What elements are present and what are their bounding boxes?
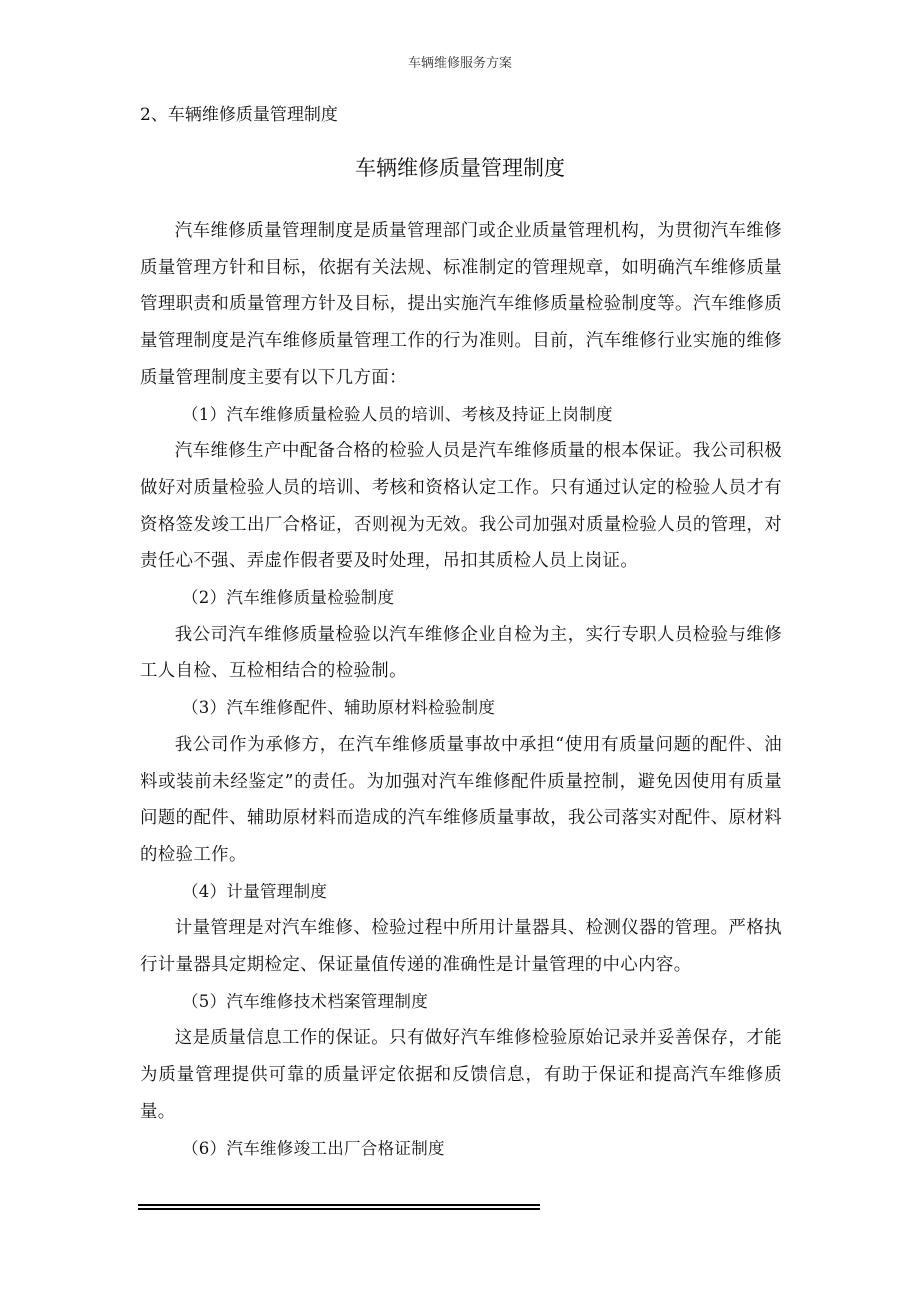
item-heading-6: （6）汽车维修竣工出厂合格证制度 — [182, 1138, 445, 1158]
section-heading: 2、车辆维修质量管理制度 — [140, 105, 338, 125]
footer-divider — [138, 1204, 540, 1210]
intro-paragraph: 汽车维修质量管理制度是质量管理部门或企业质量管理机构，为贯彻汽车维修质量管理方针和目标，依据有关法规、标准制定的管理规章，如明确汽车维修质量管理职责和质量管理方针及目标，提出实施汽车维修质量检验制度等。汽车维修质量管理制度是汽车维修质量管理工作的行为准则。目前，汽车维修行业实施的维修质量管理制度主要有以下几方面： — [140, 221, 782, 388]
item-text-2: 我公司汽车维修质量检验以汽车维修企业自检为主，实行专职人员检验与维修工人自检、互检相结合的检验制。 — [140, 624, 782, 682]
item-heading-5: （5）汽车维修技术档案管理制度 — [182, 991, 428, 1011]
running-header: 车辆维修服务方案 — [407, 56, 512, 71]
item-text-5: 这是质量信息工作的保证。只有做好汽车维修检验原始记录并妥善保存，才能为质量管理提供可靠的质量评定依据和反馈信息，有助于保证和提高汽车维修质量。 — [140, 1028, 782, 1122]
document-title: 车辆维修质量管理制度 — [355, 156, 565, 180]
item-heading-2: （2）汽车维修质量检验制度 — [182, 588, 395, 608]
item-text-4: 计量管理是对汽车维修、检验过程中所用计量器具、检测仪器的管理。严格执行计量器具定期检定、保证量值传递的准确性是计量管理的中心内容。 — [140, 918, 782, 976]
item-heading-3: （3）汽车维修配件、辅助原材料检验制度 — [182, 698, 496, 718]
item-heading-1: （1）汽车维修质量检验人员的培训、考核及持证上岗制度 — [182, 404, 613, 424]
item-text-1: 汽车维修生产中配备合格的检验人员是汽车维修质量的根本保证。我公司积极做好对质量检验人员的培训、考核和资格认定工作。只有通过认定的检验人员才有资格签发竣工出厂合格证，否则视为无效。我公司加强对质量检验人员的管理，对责任心不强、弄虚作假者要及时处理，吊扣其质检人员上岗证。 — [140, 441, 782, 572]
document-body — [140, 213, 782, 1167]
item-text-3: 我公司作为承修方，在汽车维修质量事故中承担“使用有质量问题的配件、油料或装前未经鉴定”的责任。为加强对汽车维修配件质量控制，避免因使用有质量问题的配件、辅助原材料而造成的汽车维修质量事故，我公司落实对配件、原材料的检验工作。 — [140, 734, 782, 865]
item-heading-4: （4）计量管理制度 — [182, 881, 328, 901]
